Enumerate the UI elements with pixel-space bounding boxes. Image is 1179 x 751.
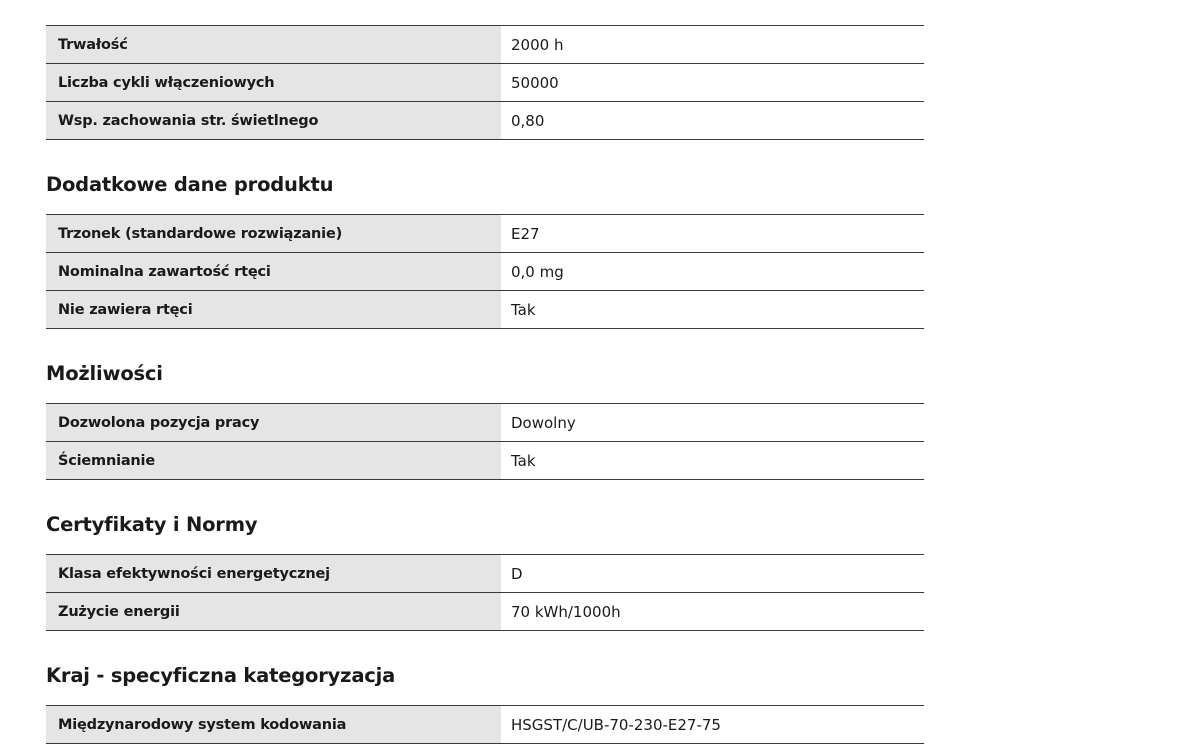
table-row: [46, 215, 924, 253]
spec-value: 0,0 mg: [501, 253, 924, 291]
table-row: [46, 253, 924, 291]
spec-label: Klasa efektywności energetycznej: [46, 555, 501, 593]
table-row: [46, 404, 924, 442]
spec-table-country-categorization: [46, 705, 924, 744]
table-row: [46, 593, 924, 631]
spec-value: 70 kWh/1000h: [501, 593, 924, 631]
spec-label: Trwałość: [46, 26, 501, 64]
spec-label: Nominalna zawartość rtęci: [46, 253, 501, 291]
spec-table-additional-data: [46, 214, 924, 329]
spec-value: 0,80: [501, 102, 924, 140]
section-title-capabilities: Możliwości: [46, 362, 163, 385]
spec-value: E27: [501, 215, 924, 253]
table-row: [46, 26, 924, 64]
spec-table-lifetime: [46, 25, 924, 140]
product-spec-sheet: [46, 25, 924, 744]
spec-label: Nie zawiera rtęci: [46, 291, 501, 329]
section-title-additional-data: Dodatkowe dane produktu: [46, 173, 334, 196]
spec-table-certificates: [46, 554, 924, 631]
table-row: [46, 64, 924, 102]
spec-value: Tak: [501, 442, 924, 480]
section-title-country-categorization: Kraj - specyficzna kategoryzacja: [46, 664, 396, 687]
spec-label: Wsp. zachowania str. świetlnego: [46, 102, 501, 140]
spec-label: Dozwolona pozycja pracy: [46, 404, 501, 442]
spec-label: Zużycie energii: [46, 593, 501, 631]
spec-value: 50000: [501, 64, 924, 102]
spec-value: Dowolny: [501, 404, 924, 442]
table-row: [46, 442, 924, 480]
spec-label: Ściemnianie: [46, 442, 501, 480]
table-row: [46, 555, 924, 593]
table-row: [46, 102, 924, 140]
spec-value: Tak: [501, 291, 924, 329]
spec-value: D: [501, 555, 924, 593]
table-row: [46, 291, 924, 329]
spec-table-capabilities: [46, 403, 924, 480]
spec-value: 2000 h: [501, 26, 924, 64]
spec-label: Trzonek (standardowe rozwiązanie): [46, 215, 501, 253]
spec-value: HSGST/C/UB-70-230-E27-75: [501, 706, 924, 744]
table-row: [46, 706, 924, 744]
section-title-certificates: Certyfikaty i Normy: [46, 513, 258, 536]
spec-label: Międzynarodowy system kodowania: [46, 706, 501, 744]
spec-label: Liczba cykli włączeniowych: [46, 64, 501, 102]
